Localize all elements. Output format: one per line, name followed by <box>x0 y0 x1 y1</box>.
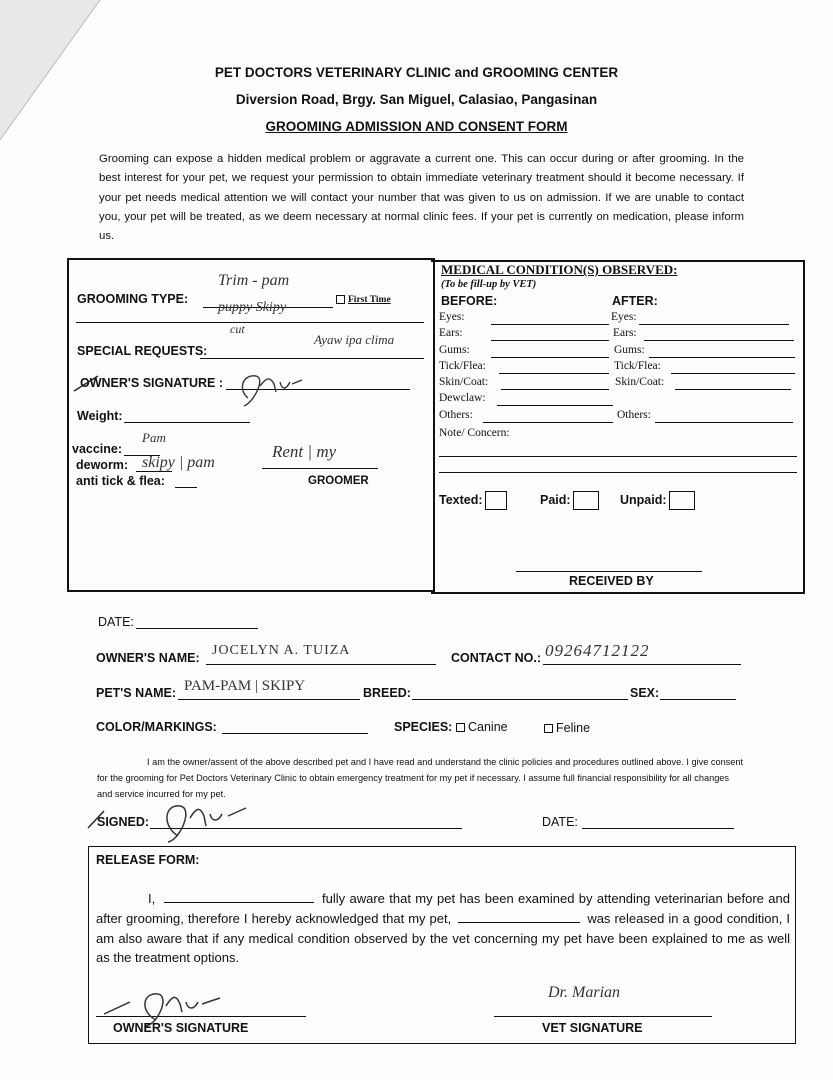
groomer-handwriting: Rent | my <box>272 442 337 461</box>
clinic-name: PET DOCTORS VETERINARY CLINIC and GROOMING CENTER <box>214 65 619 80</box>
release-owner-signature-label: OWNER'S SIGNATURE <box>113 1021 249 1035</box>
clinic-address: Diversion Road, Brgy. San Miguel, Calasiao, Pangasinan <box>235 92 598 107</box>
after-item-label: Others: <box>617 408 651 421</box>
groomer-label: GROOMER <box>308 475 369 487</box>
medical-row <box>439 327 799 343</box>
date-line[interactable] <box>136 628 258 629</box>
grooming-type-line-2[interactable] <box>76 322 424 323</box>
deworm-handwriting: skipy | pam <box>142 454 215 471</box>
sex-line[interactable] <box>660 699 736 700</box>
before-item-line[interactable] <box>483 422 613 423</box>
before-item-label: Eyes: <box>439 311 465 323</box>
release-owner-blank[interactable] <box>164 902 314 903</box>
color-markings-line[interactable] <box>222 733 368 734</box>
signed-checkmark-stroke <box>86 808 108 830</box>
received-by-label: RECEIVED BY <box>569 574 654 588</box>
after-item-label: Gums: <box>614 343 645 356</box>
contact-label: CONTACT NO.: <box>451 651 542 665</box>
sex-label: SEX: <box>630 686 660 700</box>
note-line-1[interactable] <box>439 456 797 457</box>
before-item-label: Gums: <box>439 343 470 356</box>
medical-row <box>439 311 799 327</box>
grooming-type-handwriting-2: puppy Skipy <box>218 300 287 315</box>
owner-name-label: OWNER'S NAME: <box>96 651 200 665</box>
vaccine-handwriting: Pam <box>142 430 166 445</box>
canine-checkbox[interactable] <box>456 723 465 732</box>
medical-row <box>439 360 799 376</box>
before-item-line[interactable] <box>491 340 609 341</box>
first-time-option[interactable] <box>336 295 391 305</box>
intro-paragraph: Grooming can expose a hidden medical problem or aggravate a current one. This can occur during or after grooming. In the best interest for your pet, we request your permission to obtain immediate veterinary treatment should it become necessary. If your pet needs medical attention we will contact your number that was given to us on admission. If we are unable to contact you, your pet will be treated, as we deem necessary at normal clinic fees. If your pet is currently on medication, please inform us. <box>99 153 744 243</box>
signed-label: SIGNED: <box>97 815 150 829</box>
before-item-line[interactable] <box>497 405 613 406</box>
paper-fold-shadow <box>0 0 120 160</box>
grooming-type-handwriting-1: Trim - pam <box>218 272 290 289</box>
before-item-line[interactable] <box>491 324 609 325</box>
release-title: RELEASE FORM: <box>96 853 200 867</box>
pet-name-line[interactable] <box>178 699 360 700</box>
weight-line[interactable] <box>124 422 250 423</box>
release-pet-blank[interactable] <box>458 922 580 923</box>
unpaid-checkbox[interactable] <box>669 491 695 510</box>
after-item-line[interactable] <box>675 389 791 390</box>
paid-checkbox[interactable] <box>573 491 599 510</box>
canine-option[interactable] <box>456 720 508 734</box>
after-label: AFTER: <box>612 294 658 308</box>
first-time-checkbox[interactable] <box>336 295 345 304</box>
special-requests-line[interactable] <box>200 358 424 359</box>
after-item-line[interactable] <box>649 357 795 358</box>
contact-handwriting: 09264712122 <box>545 641 650 660</box>
received-by-line[interactable] <box>516 571 702 572</box>
after-item-line[interactable] <box>639 324 789 325</box>
before-item-label: Tick/Flea: <box>439 359 486 372</box>
consent-date-line[interactable] <box>582 828 734 829</box>
form-title: GROOMING ADMISSION AND CONSENT FORM <box>265 119 568 134</box>
vet-signature-handwriting: Dr. Marian <box>548 984 621 1001</box>
texted-label: Texted: <box>439 492 483 507</box>
unpaid-label: Unpaid: <box>620 492 667 507</box>
release-text-1: I, <box>148 891 156 906</box>
medical-row <box>439 392 799 408</box>
deworm-label: deworm: <box>76 458 129 472</box>
grooming-type-label: GROOMING TYPE: <box>77 292 189 306</box>
canine-label: Canine <box>468 720 508 734</box>
note-concern-label: Note/ Concern: <box>439 427 510 439</box>
before-item-line[interactable] <box>491 357 609 358</box>
after-item-label: Skin/Coat: <box>615 376 665 389</box>
vet-signature-line[interactable] <box>494 1016 712 1017</box>
medical-row <box>439 344 799 360</box>
date-label: DATE: <box>98 615 134 629</box>
feline-checkbox[interactable] <box>544 724 553 733</box>
before-item-line[interactable] <box>499 373 609 374</box>
after-item-label: Ears: <box>613 327 637 340</box>
breed-label: BREED: <box>363 686 411 700</box>
release-text-3: was released in a good condition, I am also aware that if any medical condition observed by the vet concerning my pet have been explained to me as well as the treatment options. <box>96 910 790 966</box>
after-item-label: Tick/Flea: <box>614 359 661 372</box>
antitick-line[interactable] <box>175 487 197 488</box>
after-item-line[interactable] <box>655 422 793 423</box>
species-label: SPECIES: <box>394 720 453 734</box>
before-item-label: Others: <box>439 408 473 421</box>
paid-field[interactable] <box>540 491 599 510</box>
after-item-label: Eyes: <box>611 311 637 323</box>
before-item-label: Ears: <box>439 327 463 340</box>
first-time-label: First Time <box>348 295 391 305</box>
vaccine-label: vaccine: <box>72 442 123 456</box>
release-text-2: fully aware that my pet has been examined by attending veterinarian before and after grooming, therefore I hereby acknowledged that my pet, <box>96 891 790 926</box>
medical-row <box>439 376 799 392</box>
owner-name-handwriting: JOCELYN A. TUIZA <box>212 643 351 658</box>
before-item-label: Skin/Coat: <box>439 376 489 389</box>
medical-title: MEDICAL CONDITION(S) OBSERVED: <box>441 262 678 277</box>
owner-signature-label: OWNER'S SIGNATURE : <box>80 376 224 390</box>
unpaid-field[interactable] <box>620 491 695 510</box>
consent-date-label: DATE: <box>542 815 578 829</box>
texted-field[interactable] <box>439 491 507 510</box>
checkmark-stroke <box>72 373 102 393</box>
grooming-type-handwriting-3: cut <box>230 322 245 336</box>
weight-label: Weight: <box>77 409 123 423</box>
owner-name-line[interactable] <box>206 664 436 665</box>
signed-signature-scribble <box>150 796 260 844</box>
before-item-line[interactable] <box>501 389 609 390</box>
before-label: BEFORE: <box>441 294 498 308</box>
pet-name-handwriting: PAM-PAM | SKIPY <box>184 678 306 694</box>
feline-option[interactable] <box>544 721 590 735</box>
consent-paragraph: I am the owner/assent of the above described pet and I have read and understand the clinic policies and procedures outlined above. I give consent for the grooming for Pet Doctors Veterinary Clinic to obtain emergency treatment for my pet if necessary. I assume full financial responsibility for all changes and service incurred for my pet. <box>97 757 744 799</box>
after-item-line[interactable] <box>671 373 795 374</box>
before-item-label: Dewclaw: <box>439 392 486 405</box>
vet-signature-label: VET SIGNATURE <box>542 1021 643 1035</box>
paid-label: Paid: <box>540 492 571 507</box>
feline-label: Feline <box>556 721 591 735</box>
texted-checkbox[interactable] <box>485 491 507 510</box>
breed-line[interactable] <box>412 699 628 700</box>
contact-line[interactable] <box>543 664 741 665</box>
special-requests-label: SPECIAL REQUESTS: <box>77 344 208 358</box>
pet-name-label: PET'S NAME: <box>96 686 177 700</box>
groomer-line[interactable] <box>262 468 378 469</box>
antitick-label: anti tick & flea: <box>76 474 165 488</box>
medical-items <box>439 311 799 425</box>
color-markings-label: COLOR/MARKINGS: <box>96 720 217 734</box>
medical-row <box>439 409 799 425</box>
owner-signature-scribble-1 <box>230 368 310 408</box>
medical-subtitle: (To be fill-up by VET) <box>441 279 537 290</box>
special-requests-handwriting: Ayaw ipa clima <box>314 332 395 347</box>
release-paragraph <box>96 889 790 968</box>
after-item-line[interactable] <box>644 340 794 341</box>
note-line-2[interactable] <box>439 472 797 473</box>
